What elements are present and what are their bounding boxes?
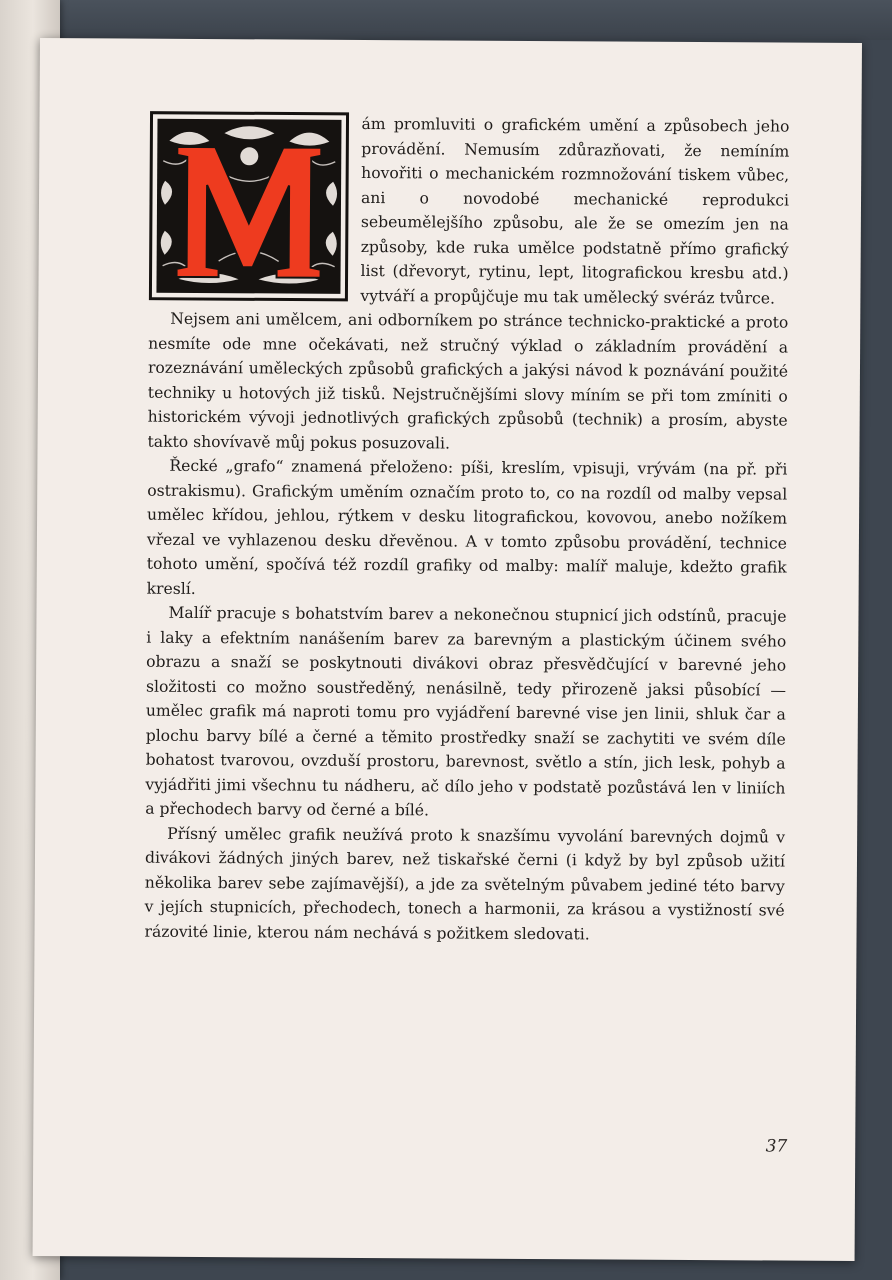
paragraph-1: ám promluviti o grafickém umění a způsobech jeho provádění. Nemusím zdůrazňovati, že nemíním hovořiti o mechanickém rozmnožování tiskem vůbec, ani o novodobé mechanické reprodukci sebeumělejšího způsobu, ale že se omezím jen na způsoby, kde ruka umělce podstatně přímo grafický list (dřevoryt, rytinu, lept, litografickou kresbu atd.) vytváří a propůjčuje mu tak umělecký svéráz tvůrce. [360,114,790,307]
paragraph-3: Řecké „grafo“ znamená přeloženo: píši, kreslím, vpisuji, vrývám (na př. při ostrakismu). Grafickým uměním označím proto to, co na rozdíl od malby vepsal umělec křídou, jehlou, rýtkem v desku litografickou, kovovou, anebo nožíkem vřezal ve vyhlazenou desku dřevěnou. A v tomto způsobu provádění, technice tohoto umění, spočívá též rozdíl grafiky od malby: malíř maluje, kdežto grafik kreslí. [146,456,788,598]
background [0,0,892,40]
decorated-initial-letter [148,111,349,302]
book-page [33,38,862,1261]
page-number: 37 [765,1136,788,1157]
ornament-initial-image [148,111,349,302]
page-text [144,111,789,948]
paragraph-5: Přísný umělec grafik neužívá proto k snazšímu vyvolání barevných dojmů v divákovi žádných jiných barev, než tiskařské černi (i když by byl způsob užití několika barev sebe zajímavější), a jde za světelným půvabem jediné této barvy v jejích stupnicích, přechodech, tonech a harmonii, za krásou a vystižností své rázovité linie, kterou nám nechává s požitkem sledovati. [144,824,786,943]
paragraph-2: Nejsem ani umělcem, ani odborníkem po stránce technicko-praktické a proto nesmíte ode mne očekávati, než stručný výklad o základním provádění a rozeznávání uměleckých způsobů grafických a jakýsi návod k poznávání použité techniky u hotových již tisků. Nejstručnějšími slovy míním se při tom zmíniti o historickém vývoji jednotlivých grafických způsobů (technik) a prosím, abyste takto shovívavě můj pokus posuzovali. [147,309,789,453]
paragraph-4: Malíř pracuje s bohatstvím barev a nekonečnou stupnicí jich odstínů, pracuje i laky a efektním nanášením barev za barevným a plastickým účinem svého obrazu a snaží se poskytnouti divákovi obraz přesvědčující v barevné jeho složitosti co možno soustředěný, nenásilně, tedy přirozeně jaksi působící — umělec grafik má naproti tomu pro vyjádření barevné vise jen linii, shluk čar a plochu barvy bílé a černé a těmito prostředky snaží se zachytiti ve svém díle bohatost tvarovou, ovzduší prostoru, barevnost, světlo a stín, jich lesk, pohyb a vyjádřiti jimi všechnu tu nádheru, ač dílo jeho v podstatě pozůstává len v liniích a přechodech barvy od černé a bílé. [145,603,787,820]
